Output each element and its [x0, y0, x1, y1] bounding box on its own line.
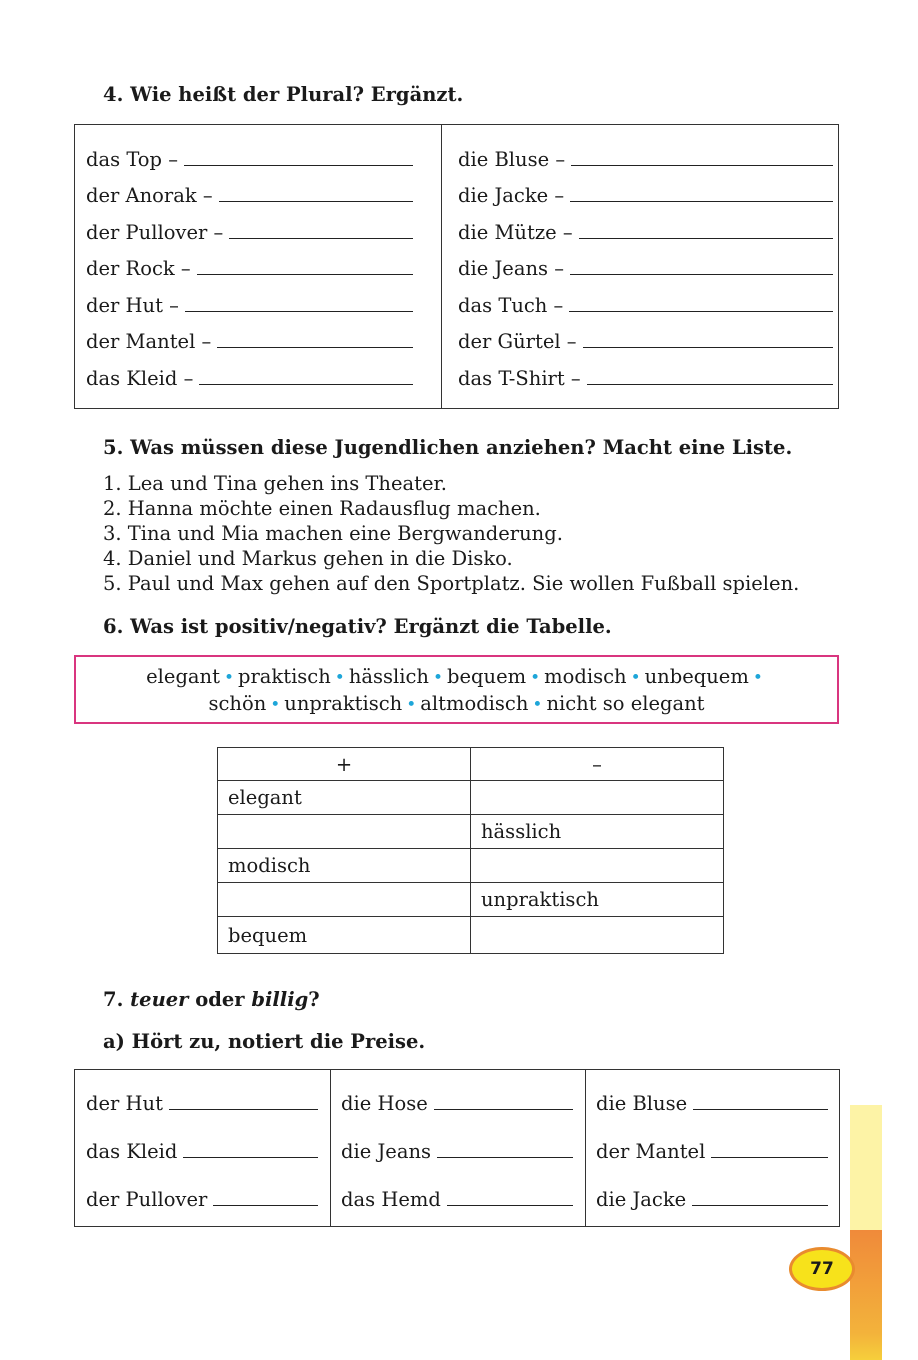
word-teuer: teuer: [130, 988, 189, 1011]
item-name: die Jeans: [341, 1140, 432, 1163]
task4-heading: 4. Wie heißt der Plural? Ergänzt.: [103, 83, 464, 106]
table-cell[interactable]: bequem: [218, 917, 471, 954]
answer-blank[interactable]: [184, 165, 413, 166]
price-blank[interactable]: [692, 1205, 828, 1206]
table-divider: [330, 1070, 331, 1226]
price-row: [86, 1185, 318, 1211]
answer-blank[interactable]: [571, 165, 833, 166]
item-name: der Pullover: [86, 1188, 208, 1211]
table-cell[interactable]: elegant: [218, 781, 471, 815]
price-blank[interactable]: [183, 1157, 318, 1158]
price-blank[interactable]: [213, 1205, 318, 1206]
plural-word: die Jeans –: [458, 257, 564, 280]
plural-word: das Kleid –: [86, 367, 194, 390]
question-mark: ?: [308, 988, 320, 1011]
positive-negative-table: [217, 747, 724, 954]
word-box: [74, 655, 839, 724]
bullet-icon: •: [432, 668, 444, 688]
table-cell[interactable]: [471, 781, 724, 815]
plural-word: der Hut –: [86, 294, 179, 317]
plural-row: [86, 364, 413, 390]
plural-row: [458, 145, 833, 171]
answer-blank[interactable]: [229, 238, 413, 239]
word: altmodisch: [420, 692, 529, 715]
word: schön: [208, 692, 267, 715]
plural-row: [458, 218, 833, 244]
answer-blank[interactable]: [217, 347, 413, 348]
plural-row: [86, 254, 413, 280]
plural-word: der Anorak –: [86, 184, 213, 207]
plural-word: die Mütze –: [458, 221, 573, 244]
table-cell[interactable]: hässlich: [471, 815, 724, 849]
bullet-icon: •: [752, 668, 763, 688]
bullet-icon: •: [270, 695, 281, 715]
price-blank[interactable]: [434, 1109, 573, 1110]
plural-word: der Pullover –: [86, 221, 224, 244]
price-row: [596, 1089, 828, 1115]
plural-word: der Mantel –: [86, 330, 212, 353]
plural-row: [458, 327, 833, 353]
plural-row: [458, 364, 833, 390]
table-cell[interactable]: [218, 815, 471, 849]
plus-header: +: [218, 748, 471, 781]
plural-row: [458, 181, 833, 207]
minus-header: –: [471, 748, 724, 781]
price-row: [341, 1137, 573, 1163]
plural-row: [86, 327, 413, 353]
plural-row: [86, 291, 413, 317]
word: praktisch: [237, 665, 331, 688]
plural-word: das T-Shirt –: [458, 367, 581, 390]
answer-blank[interactable]: [219, 201, 413, 202]
item-name: das Hemd: [341, 1188, 441, 1211]
plural-word: der Gürtel –: [458, 330, 577, 353]
table-header-row: [218, 748, 724, 781]
word: elegant: [146, 665, 220, 688]
plural-word: die Jacke –: [458, 184, 565, 207]
bullet-icon: •: [406, 695, 417, 715]
plural-row: [458, 254, 833, 280]
table-row: [218, 815, 724, 849]
word-oder: oder: [195, 988, 245, 1011]
plural-row: [86, 218, 413, 244]
price-blank[interactable]: [169, 1109, 318, 1110]
list-item: 1. Lea und Tina gehen ins Theater.: [103, 472, 447, 495]
list-item: 2. Hanna möchte einen Radausflug machen.: [103, 497, 541, 520]
price-row: [341, 1089, 573, 1115]
task7a-heading: a) Hört zu, notiert die Preise.: [103, 1030, 426, 1053]
prices-table: [74, 1069, 840, 1227]
table-divider: [585, 1070, 586, 1226]
item-name: der Mantel: [596, 1140, 706, 1163]
item-name: der Hut: [86, 1092, 163, 1115]
table-row: [218, 917, 724, 954]
word-box-line-1: [76, 664, 837, 691]
task6-heading: 6. Was ist positiv/negativ? Ergänzt die Tabelle.: [103, 615, 612, 638]
list-item: 5. Paul und Max gehen auf den Sportplatz. Sie wollen Fußball spielen.: [103, 572, 800, 595]
page-number: 77: [789, 1247, 855, 1291]
plural-row: [86, 181, 413, 207]
answer-blank[interactable]: [579, 238, 833, 239]
table-row: [218, 849, 724, 883]
plural-word: das Tuch –: [458, 294, 564, 317]
bullet-icon: •: [334, 668, 345, 688]
answer-blank[interactable]: [570, 274, 833, 275]
task5-heading: 5. Was müssen diese Jugendlichen anziehen? Macht eine Liste.: [103, 436, 793, 459]
answer-blank[interactable]: [197, 274, 413, 275]
item-name: die Jacke: [596, 1188, 687, 1211]
word: bequem: [447, 665, 527, 688]
answer-blank[interactable]: [185, 311, 413, 312]
bullet-icon: •: [223, 668, 234, 688]
price-row: [596, 1137, 828, 1163]
answer-blank[interactable]: [199, 384, 413, 385]
price-row: [86, 1089, 318, 1115]
list-item: 4. Daniel und Markus gehen in die Disko.: [103, 547, 513, 570]
price-row: [596, 1185, 828, 1211]
plural-word: der Rock –: [86, 257, 191, 280]
price-blank[interactable]: [437, 1157, 573, 1158]
word: unbequem: [644, 665, 749, 688]
plural-word: die Bluse –: [458, 148, 566, 171]
price-blank[interactable]: [711, 1157, 828, 1158]
price-row: [86, 1137, 318, 1163]
plural-row: [458, 291, 833, 317]
page-edge-accent: [850, 1230, 882, 1360]
table-divider: [441, 125, 442, 408]
word-box-line-2: [76, 691, 837, 718]
plural-word: das Top –: [86, 148, 178, 171]
answer-blank[interactable]: [569, 311, 833, 312]
word: hässlich: [348, 665, 429, 688]
table-cell[interactable]: modisch: [218, 849, 471, 883]
word: modisch: [544, 665, 627, 688]
table-cell[interactable]: [471, 917, 724, 954]
table-row: [218, 883, 724, 917]
item-name: die Bluse: [596, 1092, 688, 1115]
item-name: das Kleid: [86, 1140, 178, 1163]
bullet-icon: •: [630, 668, 641, 688]
task7-number: 7.: [103, 988, 124, 1011]
plural-table: [74, 124, 839, 409]
word-billig: billig: [251, 988, 309, 1011]
price-blank[interactable]: [447, 1205, 573, 1206]
item-name: die Hose: [341, 1092, 428, 1115]
price-blank[interactable]: [693, 1109, 828, 1110]
table-cell[interactable]: [218, 883, 471, 917]
bullet-icon: •: [532, 695, 543, 715]
table-cell[interactable]: [471, 849, 724, 883]
price-row: [341, 1185, 573, 1211]
list-item: 3. Tina und Mia machen eine Bergwanderung.: [103, 522, 563, 545]
plural-row: [86, 145, 413, 171]
table-cell[interactable]: unpraktisch: [471, 883, 724, 917]
answer-blank[interactable]: [583, 347, 833, 348]
answer-blank[interactable]: [570, 201, 833, 202]
word: nicht so elegant: [546, 692, 705, 715]
word: unpraktisch: [284, 692, 403, 715]
answer-blank[interactable]: [587, 384, 833, 385]
task7-heading: [103, 988, 320, 1011]
table-row: [218, 781, 724, 815]
bullet-icon: •: [530, 668, 541, 688]
